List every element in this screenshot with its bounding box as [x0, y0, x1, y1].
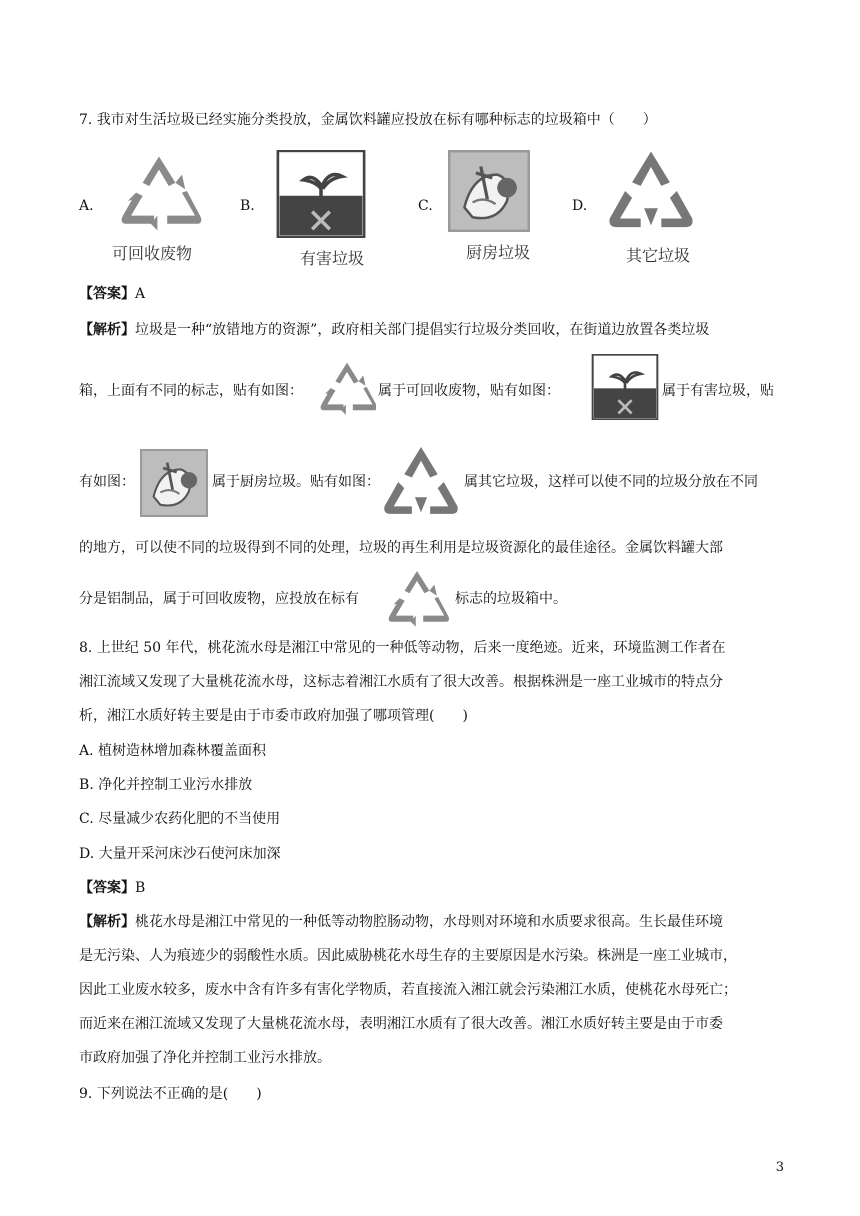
q8-stem-line-2: 湘江流域又发现了大量桃花流水母，这标志着湘江水质有了很大改善。根据株洲是一座工业城市的特点分 [79, 674, 723, 690]
hazardous-waste-icon [272, 150, 370, 238]
hazardous-waste-icon [590, 354, 660, 420]
q8-stem-line-3: 析，湘江水质好转主要是由于市委市政府加强了哪项管理( ) [79, 708, 468, 724]
analysis-label: 【解析】 [79, 914, 135, 930]
q8-answer [79, 878, 145, 898]
recycle-icon [100, 150, 218, 232]
q7-option-b-caption: 有害垃圾 [300, 249, 365, 268]
q7-analysis-line-3a: 有如图： [79, 474, 135, 490]
q7-stem: 7. 我市对生活垃圾已经实施分类投放，金属饮料罐应投放在标有哪种标志的垃圾箱中（ ） [79, 112, 657, 128]
answer-label: 【答案】 [79, 286, 135, 302]
q8-analysis-line-1: 【解析】桃花水母是湘江中常见的一种低等动物腔肠动物，水母则对环境和水质要求很高。生长最佳环境 [79, 914, 723, 930]
q7-option-a-caption: 可回收废物 [112, 244, 193, 263]
analysis-label: 【解析】 [79, 322, 135, 338]
recycle-icon [383, 566, 451, 628]
q8-option-b: B. 净化并控制工业污水排放 [79, 777, 253, 793]
q8-analysis-line-4: 而近来在湘江流域又发现了大量桃花流水母，表明湘江水质有了很大改善。湘江水质好转主要是由于市委 [79, 1016, 723, 1032]
q8-analysis-line-2: 是无污染、人为痕迹少的弱酸性水质。因此威胁桃花水母生存的主要原因是水污染。株洲是一座工业城市， [79, 948, 737, 964]
q7-option-b-letter: B. [240, 198, 255, 214]
q7-option-a-letter: A. [79, 198, 94, 214]
q7-analysis-line-5a: 分是铝制品，属于可回收废物，应投放在标有 [79, 591, 359, 607]
q7-option-c-caption: 厨房垃圾 [466, 243, 531, 262]
answer-value: A [135, 286, 146, 302]
recycle-icon [318, 354, 376, 420]
q8-stem-line-1: 8. 上世纪 50 年代，桃花流水母是湘江中常见的一种低等动物，后来一度绝迹。近来，环境监测工作者在 [79, 640, 726, 656]
q7-answer [79, 284, 145, 304]
other-waste-icon [382, 444, 460, 520]
page-number: 3 [775, 1160, 784, 1175]
q7-analysis-line-2b: 属于可回收废物，贴有如图： [378, 383, 560, 399]
q7-option-c-letter: C. [418, 198, 433, 214]
q7-analysis-line-2c: 属于有害垃圾，贴 [662, 383, 774, 399]
q9-stem: 9. 下列说法不正确的是( ) [79, 1086, 262, 1102]
q7-option-d-letter: D. [572, 198, 588, 214]
answer-label: 【答案】 [79, 880, 135, 896]
q8-analysis-line-5: 市政府加强了净化并控制工业污水排放。 [79, 1050, 331, 1066]
kitchen-waste-icon [140, 446, 208, 520]
q8-option-d: D. 大量开采河床沙石使河床加深 [79, 846, 281, 862]
q7-analysis-line-3b: 属于厨房垃圾。贴有如图： [212, 474, 380, 490]
q8-analysis-line-3: 因此工业废水较多，废水中含有许多有害化学物质，若直接流入湘江就会污染湘江水质，使桃花水母死亡； [79, 982, 737, 998]
q8-option-c: C. 尽量减少农药化肥的不当使用 [79, 811, 281, 827]
q8-option-a: A. 植树造林增加森林覆盖面积 [79, 743, 267, 759]
kitchen-waste-icon [446, 150, 532, 232]
q7-analysis-line-3c: 属其它垃圾，这样可以使不同的垃圾分放在不同 [464, 474, 758, 490]
other-waste-icon [596, 148, 706, 234]
q7-analysis-line-4: 的地方，可以使不同的垃圾得到不同的处理，垃圾的再生利用是垃圾资源化的最佳途径。金属饮料罐大部 [79, 540, 723, 556]
q7-analysis-line-2a: 箱，上面有不同的标志，贴有如图： [79, 383, 303, 399]
q7-option-d-caption: 其它垃圾 [626, 246, 691, 265]
q7-analysis-line-5b: 标志的垃圾箱中。 [455, 591, 567, 607]
q7-analysis-line-1: 【解析】垃圾是一种“放错地方的资源”，政府相关部门提倡实行垃圾分类回收，在街道边放置各类垃圾 [79, 322, 710, 338]
answer-value: B [135, 880, 146, 896]
